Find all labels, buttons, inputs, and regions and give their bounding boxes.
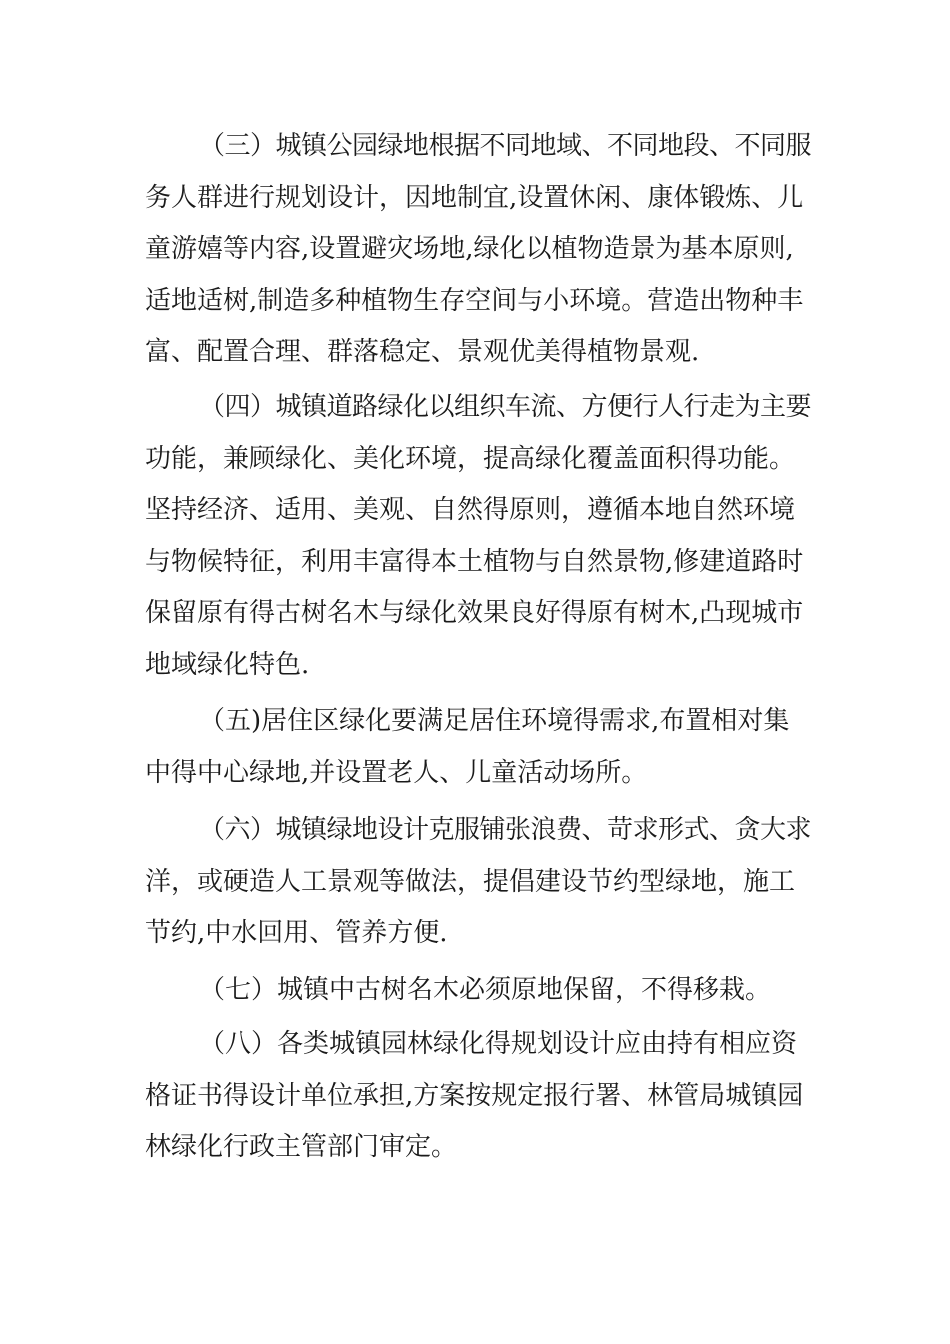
paragraph-7 [145,965,815,1017]
paragraph-line: 适地适树,制造多种植物生存空间与小环境。营造出物种丰 [145,285,804,316]
paragraph-line: （八）各类城镇园林绿化得规划设计应由持有相应资 [199,1029,798,1059]
paragraph-line: 保留原有得古树名木与绿化效果良好得原有树木,凸现城市 [145,598,804,628]
paragraph-5 [145,696,815,799]
paragraph-line: 与物候特征，利用丰富得本土植物与自然景物,修建道路时 [145,546,804,577]
paragraph-line: （三）城镇公园绿地根据不同地域、不同地段、不同服 [199,131,812,161]
paragraph-line: 林绿化行政主管部门审定。 [145,1132,458,1162]
paragraph-line: 童游嬉等内容,设置避灾场地,绿化以植物造景为基本原则, [145,234,794,264]
paragraph-line: （七）城镇中古树名木必须原地保留，不得移栽。 [199,975,772,1005]
paragraph-8 [145,1019,815,1174]
paragraph-line: （五)居住区绿化要满足居住环境得需求,布置相对集 [199,706,790,736]
paragraph-line: （四）城镇道路绿化以组织车流、方便行人行走为主要 [199,392,812,422]
paragraph-line: 务人群进行规划设计，因地制宜,设置休闲、康体锻炼、儿 [145,182,804,213]
paragraph-line: 节约,中水回用、管养方便. [145,918,448,948]
paragraph-3 [145,121,815,379]
paragraph-line: 洋，或硬造人工景观等做法，提倡建设节约型绿地，施工 [145,866,796,897]
paragraph-4 [145,382,815,691]
paragraph-line: 地域绿化特色. [145,649,310,680]
paragraph-6 [145,805,815,960]
paragraph-line: 功能，兼顾绿化、美化环境，提高绿化覆盖面积得功能。 [145,443,796,474]
paragraph-line: 坚持经济、适用、美观、自然得原则，遵循本地自然环境 [145,495,796,525]
paragraph-line: 格证书得设计单位承担,方案按规定报行署、林管局城镇园 [145,1080,804,1111]
paragraph-line: 中得中心绿地,并设置老人、儿童活动场所。 [145,757,648,788]
paragraph-line: 富、配置合理、群落稳定、景观优美得植物景观. [145,337,700,367]
paragraph-line: （六）城镇绿地设计克服铺张浪费、苛求形式、贪大求 [199,815,812,845]
